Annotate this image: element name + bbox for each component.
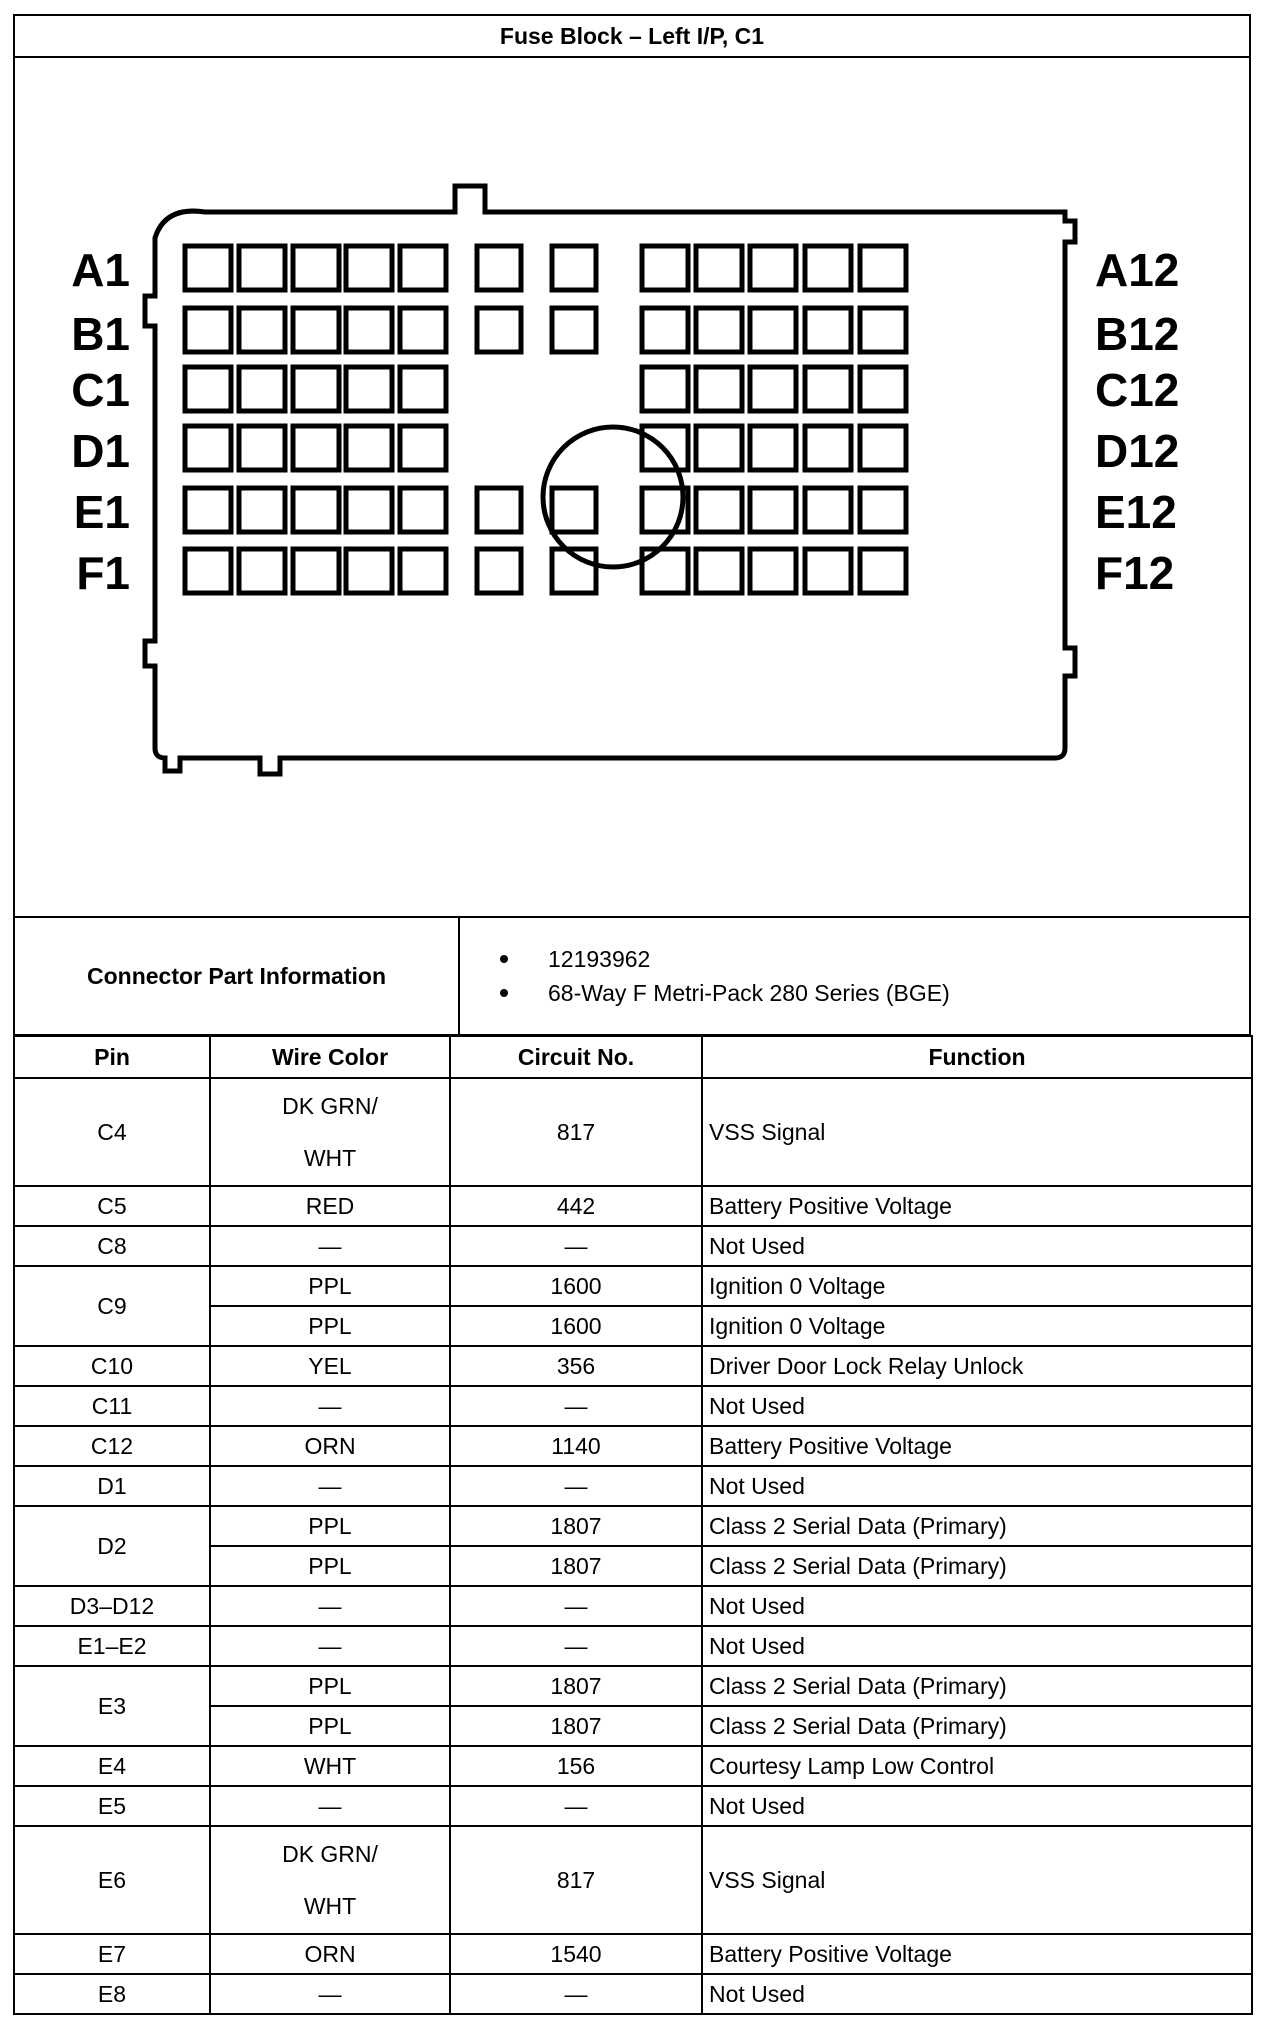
cavity-A12 — [860, 246, 906, 290]
cavity-B8 — [642, 308, 688, 352]
wire-color-cell: — — [210, 1786, 450, 1826]
wire-color-cell: PPL — [210, 1666, 450, 1706]
cavity-A6 — [477, 246, 521, 290]
connector-description-item — [500, 976, 1248, 1010]
function-cell: Class 2 Serial Data (Primary) — [702, 1506, 1252, 1546]
pin-cell: D1 — [14, 1466, 210, 1506]
cavity-A1 — [185, 246, 231, 290]
circuit-no-cell: 1807 — [450, 1546, 702, 1586]
pin-cell: E7 — [14, 1934, 210, 1974]
pin-row — [14, 1786, 1252, 1826]
pin-cell: E5 — [14, 1786, 210, 1826]
cavity-E3 — [293, 488, 339, 532]
pin-row — [14, 1506, 1252, 1546]
cavity-B7 — [552, 308, 596, 352]
circuit-no-cell: 1807 — [450, 1706, 702, 1746]
circuit-no-cell: 1600 — [450, 1306, 702, 1346]
function-cell: Battery Positive Voltage — [702, 1426, 1252, 1466]
pinout-document — [13, 14, 1251, 2024]
connector-description: 68-Way F Metri-Pack 280 Series (BGE) — [548, 979, 950, 1006]
row-label-right: C12 — [1095, 364, 1180, 416]
cavity-E2 — [239, 488, 285, 532]
pin-row — [14, 1666, 1252, 1706]
cavity-F11 — [805, 549, 851, 593]
circuit-no-cell: 156 — [450, 1746, 702, 1786]
cavity-A3 — [293, 246, 339, 290]
cavity-E9 — [696, 488, 742, 532]
cavity-E5 — [400, 488, 446, 532]
row-label-left: F1 — [76, 547, 130, 599]
pin-cell: C4 — [14, 1078, 210, 1186]
function-cell: VSS Signal — [702, 1826, 1252, 1934]
cavity-D5 — [400, 426, 446, 470]
circuit-no-cell: — — [450, 1466, 702, 1506]
cavity-C10 — [750, 367, 796, 411]
cavity-D2 — [239, 426, 285, 470]
pin-cell: C10 — [14, 1346, 210, 1386]
cavity-E11 — [805, 488, 851, 532]
pin-cell: D3–D12 — [14, 1586, 210, 1626]
pin-cell: C11 — [14, 1386, 210, 1426]
function-cell: Battery Positive Voltage — [702, 1934, 1252, 1974]
pin-row — [14, 1626, 1252, 1666]
cavity-A11 — [805, 246, 851, 290]
pin-cell: E3 — [14, 1666, 210, 1746]
circuit-no-cell: 1540 — [450, 1934, 702, 1974]
circuit-no-cell: — — [450, 1626, 702, 1666]
cavity-B9 — [696, 308, 742, 352]
pin-row — [14, 1746, 1252, 1786]
cavity-C3 — [293, 367, 339, 411]
pin-row — [14, 1078, 1252, 1186]
cavity-A9 — [696, 246, 742, 290]
cavity-F1 — [185, 549, 231, 593]
pin-cell: C5 — [14, 1186, 210, 1226]
wire-color-cell: PPL — [210, 1306, 450, 1346]
center-boss-circle — [543, 427, 683, 567]
cavity-F2 — [239, 549, 285, 593]
function-cell: Ignition 0 Voltage — [702, 1306, 1252, 1346]
circuit-no-cell: 442 — [450, 1186, 702, 1226]
header-function: Function — [702, 1036, 1252, 1078]
connector-info-values — [459, 917, 1250, 1035]
cavity-E10 — [750, 488, 796, 532]
header-circuit-no: Circuit No. — [450, 1036, 702, 1078]
cavity-C9 — [696, 367, 742, 411]
pin-row — [14, 1934, 1252, 1974]
wire-color-cell: PPL — [210, 1506, 450, 1546]
wire-color-line: WHT — [303, 1893, 357, 1919]
function-cell: Driver Door Lock Relay Unlock — [702, 1346, 1252, 1386]
bullet-icon — [500, 955, 508, 963]
cavity-B4 — [346, 308, 392, 352]
cavity-B5 — [400, 308, 446, 352]
cavity-D12 — [860, 426, 906, 470]
cavity-D10 — [750, 426, 796, 470]
part-number: 12193962 — [548, 945, 651, 972]
row-label-right: D12 — [1095, 425, 1180, 477]
function-cell: VSS Signal — [702, 1078, 1252, 1186]
wire-color-cell: RED — [210, 1186, 450, 1226]
pin-cell: C8 — [14, 1226, 210, 1266]
wire-color-cell — [210, 1078, 450, 1186]
row-label-right: F12 — [1095, 547, 1175, 599]
row-label-left: E1 — [73, 486, 130, 538]
wire-color-cell: YEL — [210, 1346, 450, 1386]
cavity-A10 — [750, 246, 796, 290]
cavity-D4 — [346, 426, 392, 470]
cavity-D9 — [696, 426, 742, 470]
pin-cell: E8 — [14, 1974, 210, 2014]
row-label-left: D1 — [71, 425, 130, 477]
wire-color-cell: ORN — [210, 1934, 450, 1974]
cavity-C8 — [642, 367, 688, 411]
wire-color-cell: PPL — [210, 1706, 450, 1746]
wire-color-cell: — — [210, 1466, 450, 1506]
pin-row — [14, 1826, 1252, 1934]
cavity-E1 — [185, 488, 231, 532]
circuit-no-cell: 817 — [450, 1078, 702, 1186]
cavity-C12 — [860, 367, 906, 411]
cavity-A8 — [642, 246, 688, 290]
wire-color-line: DK GRN/ — [282, 1093, 378, 1119]
cavity-D3 — [293, 426, 339, 470]
circuit-no-cell: 1140 — [450, 1426, 702, 1466]
circuit-no-cell: — — [450, 1226, 702, 1266]
connector-info-label: Connector Part Information — [14, 917, 459, 1035]
cavity-B2 — [239, 308, 285, 352]
cavity-B1 — [185, 308, 231, 352]
connector-diagram — [13, 56, 1251, 918]
bullet-icon — [500, 989, 508, 997]
cavity-B6 — [477, 308, 521, 352]
cavity-E12 — [860, 488, 906, 532]
connector-info-table — [13, 916, 1251, 1036]
cavity-F9 — [696, 549, 742, 593]
wire-color-cell: — — [210, 1386, 450, 1426]
pin-row — [14, 1426, 1252, 1466]
cavity-B12 — [860, 308, 906, 352]
row-label-left: A1 — [71, 244, 130, 296]
function-cell: Not Used — [702, 1386, 1252, 1426]
function-cell: Not Used — [702, 1226, 1252, 1266]
document-title: Fuse Block – Left I/P, C1 — [13, 14, 1251, 58]
function-cell: Class 2 Serial Data (Primary) — [702, 1706, 1252, 1746]
cavity-C1 — [185, 367, 231, 411]
circuit-no-cell: — — [450, 1586, 702, 1626]
pin-cell: E6 — [14, 1826, 210, 1934]
cavity-B3 — [293, 308, 339, 352]
row-label-right: E12 — [1095, 486, 1177, 538]
cavity-E7 — [552, 488, 596, 532]
cavity-E4 — [346, 488, 392, 532]
cavity-C5 — [400, 367, 446, 411]
pin-row — [14, 1466, 1252, 1506]
wire-color-cell: — — [210, 1626, 450, 1666]
pin-row — [14, 1266, 1252, 1306]
header-pin: Pin — [14, 1036, 210, 1078]
cavity-F4 — [346, 549, 392, 593]
pin-row — [14, 1386, 1252, 1426]
cavity-A4 — [346, 246, 392, 290]
circuit-no-cell: 1807 — [450, 1506, 702, 1546]
pin-row — [14, 1346, 1252, 1386]
cavity-C2 — [239, 367, 285, 411]
cavity-A5 — [400, 246, 446, 290]
cavity-C4 — [346, 367, 392, 411]
function-cell: Not Used — [702, 1466, 1252, 1506]
cavity-A7 — [552, 246, 596, 290]
wire-color-cell: WHT — [210, 1746, 450, 1786]
cavity-B10 — [750, 308, 796, 352]
function-cell: Not Used — [702, 1786, 1252, 1826]
pin-row — [14, 1974, 1252, 2014]
pin-row — [14, 1586, 1252, 1626]
function-cell: Ignition 0 Voltage — [702, 1266, 1252, 1306]
row-label-left: C1 — [71, 364, 130, 416]
circuit-no-cell: — — [450, 1974, 702, 2014]
circuit-no-cell: 356 — [450, 1346, 702, 1386]
circuit-no-cell: 1600 — [450, 1266, 702, 1306]
pin-table — [13, 1035, 1253, 2015]
pin-cell: E1–E2 — [14, 1626, 210, 1666]
header-wire-color: Wire Color — [210, 1036, 450, 1078]
function-cell: Courtesy Lamp Low Control — [702, 1746, 1252, 1786]
wire-color-cell: PPL — [210, 1266, 450, 1306]
wire-color-line: WHT — [303, 1145, 357, 1171]
function-cell: Battery Positive Voltage — [702, 1186, 1252, 1226]
pin-cell: D2 — [14, 1506, 210, 1586]
wire-color-cell: — — [210, 1586, 450, 1626]
pin-row — [14, 1186, 1252, 1226]
pin-table-header — [14, 1036, 1252, 1078]
pin-cell: E4 — [14, 1746, 210, 1786]
wire-color-cell: — — [210, 1226, 450, 1266]
wire-color-line: DK GRN/ — [282, 1841, 378, 1867]
row-label-right: B12 — [1095, 308, 1180, 360]
cavity-D11 — [805, 426, 851, 470]
cavity-F5 — [400, 549, 446, 593]
part-number-item — [500, 942, 1248, 976]
row-label-right: A12 — [1095, 244, 1180, 296]
pin-cell: C12 — [14, 1426, 210, 1466]
function-cell: Not Used — [702, 1586, 1252, 1626]
function-cell: Class 2 Serial Data (Primary) — [702, 1666, 1252, 1706]
wire-color-cell: — — [210, 1974, 450, 2014]
cavity-D1 — [185, 426, 231, 470]
cavity-E6 — [477, 488, 521, 532]
cavity-F10 — [750, 549, 796, 593]
function-cell: Not Used — [702, 1974, 1252, 2014]
function-cell: Class 2 Serial Data (Primary) — [702, 1546, 1252, 1586]
connector-face-drawing — [15, 56, 1253, 916]
row-label-left: B1 — [71, 308, 130, 360]
cavity-B11 — [805, 308, 851, 352]
circuit-no-cell: — — [450, 1786, 702, 1826]
function-cell: Not Used — [702, 1626, 1252, 1666]
cavity-A2 — [239, 246, 285, 290]
pin-row — [14, 1226, 1252, 1266]
pin-cell: C9 — [14, 1266, 210, 1346]
cavity-F3 — [293, 549, 339, 593]
circuit-no-cell: — — [450, 1386, 702, 1426]
wire-color-cell — [210, 1826, 450, 1934]
cavity-F6 — [477, 549, 521, 593]
cavity-C11 — [805, 367, 851, 411]
cavity-F12 — [860, 549, 906, 593]
circuit-no-cell: 1807 — [450, 1666, 702, 1706]
wire-color-cell: PPL — [210, 1546, 450, 1586]
circuit-no-cell: 817 — [450, 1826, 702, 1934]
wire-color-cell: ORN — [210, 1426, 450, 1466]
